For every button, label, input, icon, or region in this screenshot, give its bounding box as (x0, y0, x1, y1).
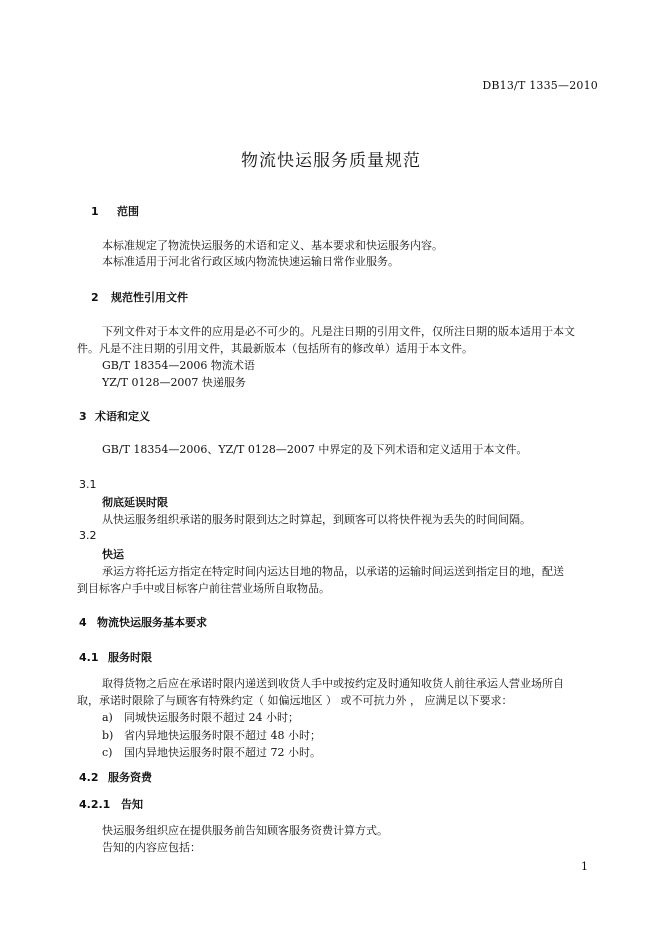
section-title: 术语和定义 (95, 410, 150, 423)
list-marker: b) (102, 729, 114, 742)
list-item-text: 同城快运服务时限不超过 24 小时； (124, 711, 299, 724)
section-title: 告知 (121, 798, 143, 811)
section-title: 物流快运服务基本要求 (97, 616, 207, 629)
section-title: 范围 (117, 205, 139, 218)
paragraph: 本标准适用于河北省行政区域内物流快速运输日常作业服务。 (102, 255, 399, 268)
list-item (102, 744, 321, 760)
term-definition-line: 到目标客户手中或目标客户前往营业场所自取物品。 (77, 582, 330, 595)
section-title: 服务资费 (108, 771, 152, 784)
section-number: 4.2 (79, 771, 99, 784)
document-title: 物流快运服务质量规范 (241, 151, 421, 171)
list-item (102, 709, 299, 725)
paragraph: GB/T 18354—2006、YZ/T 0128—2007 中界定的及下列术语和定义适用于本文件。 (102, 443, 528, 456)
list-marker: a) (102, 711, 113, 724)
section-number: 3 (79, 410, 87, 423)
section-number: 4.1 (79, 651, 99, 664)
subsection-4-1-heading (79, 649, 152, 665)
section-title: 规范性引用文件 (111, 291, 188, 304)
page-number: 1 (581, 860, 588, 873)
paragraph-line: 下列文件对于本文件的应用是必不可少的。凡是注日期的引用文件，仅所注日期的版本适用于本文 (102, 325, 575, 338)
term-name: 彻底延误时限 (102, 496, 168, 509)
paragraph: 告知的内容应包括： (102, 841, 201, 854)
term-number: 3.2 (79, 529, 97, 542)
term-number: 3.1 (79, 478, 97, 491)
section-3-heading (79, 408, 150, 424)
section-2-heading (91, 289, 188, 305)
subsection-4-2-1-heading (79, 796, 143, 812)
normative-reference: YZ/T 0128—2007 快递服务 (102, 376, 246, 389)
list-marker: c) (102, 746, 113, 759)
paragraph: 快运服务组织应在提供服务前告知顾客服务资费计算方式。 (102, 824, 388, 837)
list-item (102, 727, 321, 743)
normative-reference: GB/T 18354—2006 物流术语 (102, 359, 255, 372)
section-1-heading (91, 203, 139, 219)
paragraph-line: 取得货物之后应在承诺时限内递送到收货人手中或按约定及时通知收货人前往承运人营业场所自 (102, 677, 564, 690)
term-name: 快运 (102, 548, 124, 561)
list-item-text: 省内异地快运服务时限不超过 48 小时； (124, 729, 321, 742)
document-number: DB13/T 1335—2010 (482, 79, 598, 92)
subsection-4-2-heading (79, 769, 152, 785)
section-number: 2 (91, 291, 99, 304)
term-definition: 从快运服务组织承诺的服务时限到达之时算起，到顾客可以将快件视为丢失的时间间隔。 (102, 513, 531, 526)
section-number: 1 (91, 205, 99, 218)
section-4-heading (79, 614, 207, 630)
paragraph: 本标准规定了物流快运服务的术语和定义、基本要求和快运服务内容。 (102, 239, 443, 252)
section-title: 服务时限 (108, 651, 152, 664)
section-number: 4.2.1 (79, 798, 111, 811)
list-item-text: 国内异地快运服务时限不超过 72 小时。 (124, 746, 321, 759)
paragraph-line: 件。凡是不注日期的引用文件，其最新版本（包括所有的修改单）适用于本文件。 (77, 342, 473, 355)
section-number: 4 (79, 616, 87, 629)
term-definition-line: 承运方将托运方指定在特定时间内运达目地的物品，以承诺的运输时间运送到指定目的地，配送 (102, 565, 564, 578)
paragraph-line: 取，承诺时限除了与顾客有特殊约定（ 如偏远地区 ） 或不可抗力外 ， 应满足以下要求： (77, 694, 513, 707)
